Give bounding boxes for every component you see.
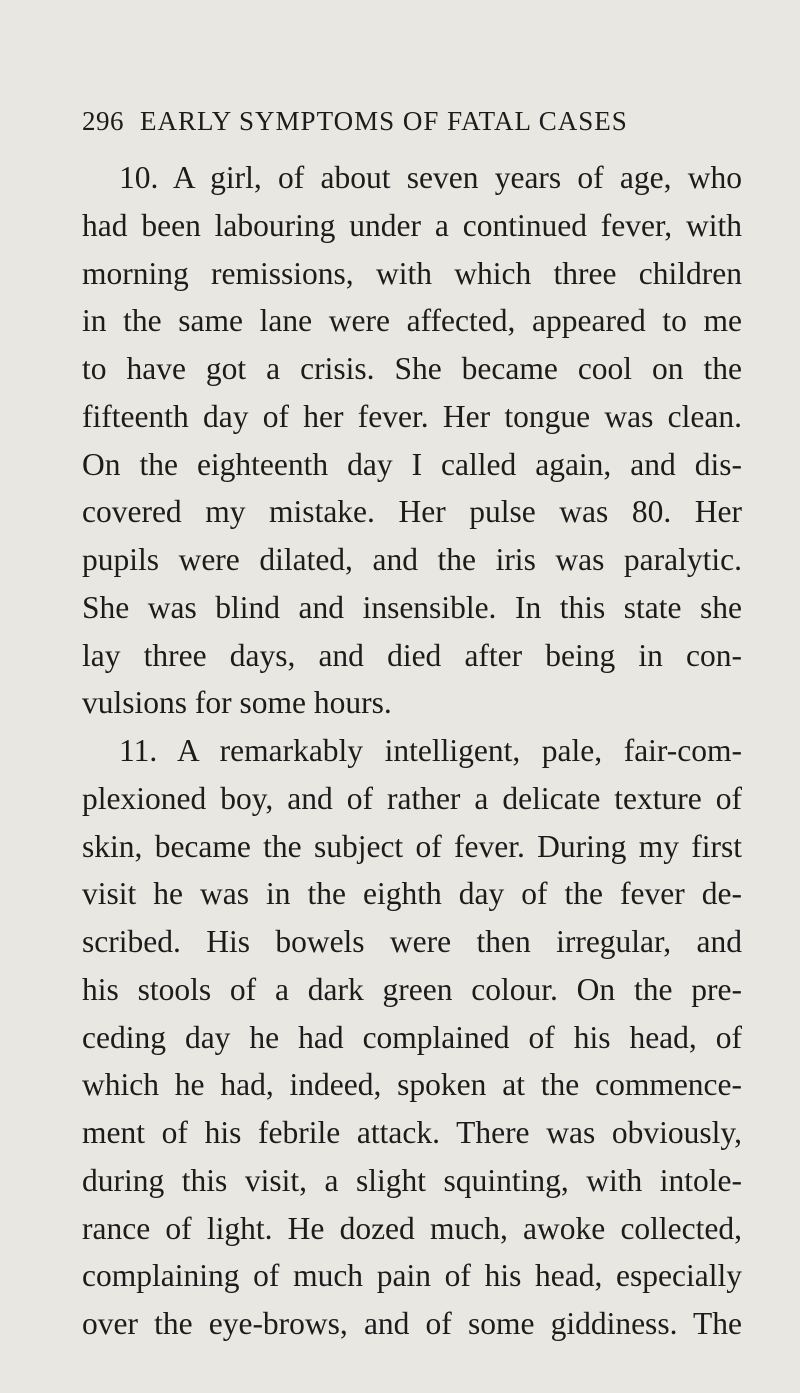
- text-line: to have got a crisis. She became cool on the: [82, 351, 742, 386]
- text-line: vulsions for some hours.: [82, 685, 392, 721]
- text-line: complaining of much pain of his head, especially: [82, 1258, 742, 1294]
- text-line: visit he was in the eighth day of the fever de-: [82, 876, 742, 912]
- text-line: 11. A remarkably intelligent, pale, fair-com-: [119, 733, 742, 768]
- text-line: lay three days, and died after being in con-: [82, 637, 742, 673]
- text-line: during this visit, a slight squinting, with intole-: [82, 1162, 742, 1198]
- text-line: ceding day he had complained of his head, of: [82, 1019, 742, 1055]
- body-text: [82, 154, 742, 1348]
- text-line: rance of light. He dozed much, awoke collected,: [82, 1210, 742, 1246]
- text-line: plexioned boy, and of rather a delicate texture of: [82, 780, 742, 816]
- chapter-title: EARLY SYMPTOMS OF FATAL CASES: [140, 106, 628, 136]
- page-number: 296: [82, 106, 124, 136]
- text-line: scribed. His bowels were then irregular, and: [82, 924, 742, 959]
- text-line: She was blind and insensible. In this state she: [82, 589, 742, 625]
- text-line: which he had, indeed, spoken at the commence-: [82, 1067, 742, 1103]
- text-line: On the eighteenth day I called again, and dis-: [82, 446, 742, 482]
- text-line: skin, became the subject of fever. During my first: [82, 828, 742, 864]
- text-line: pupils were dilated, and the iris was paralytic.: [82, 542, 742, 577]
- running-head: [82, 106, 742, 146]
- text-line: over the eye-brows, and of some giddiness. The: [82, 1306, 742, 1341]
- text-line: covered my mistake. Her pulse was 80. Her: [82, 494, 742, 530]
- text-line: morning remissions, with which three children: [82, 255, 742, 291]
- text-line: 10. A girl, of about seven years of age, who: [119, 160, 742, 195]
- text-line: in the same lane were affected, appeared to me: [82, 303, 742, 339]
- text-line: ment of his febrile attack. There was obviously,: [82, 1115, 742, 1150]
- text-line: his stools of a dark green colour. On the pre-: [82, 971, 742, 1007]
- text-line: had been labouring under a continued fever, with: [82, 207, 742, 243]
- text-line: fifteenth day of her fever. Her tongue was clean.: [82, 398, 742, 434]
